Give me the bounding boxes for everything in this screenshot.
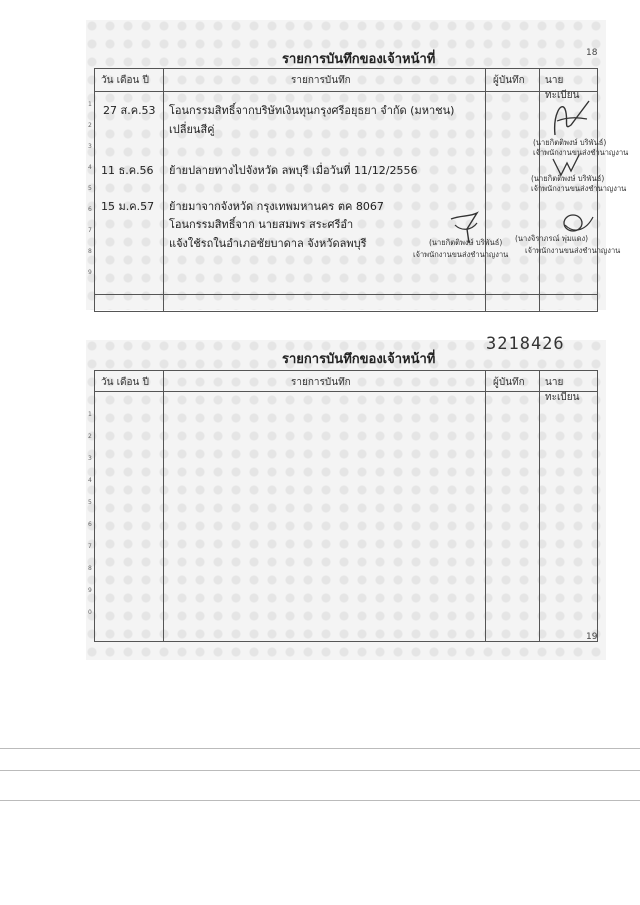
- header-recorder: ผู้บันทึก: [493, 75, 525, 86]
- officer-stamp-title: เจ้าพนักงานขนส่งชำนาญงาน: [531, 184, 627, 193]
- entry-date: 15 ม.ค.57: [101, 200, 155, 213]
- page-number: 19: [586, 632, 598, 642]
- entry-line: แจ้งใช้รถในอำเภอชัยบาดาล จังหวัดลพบุรี: [169, 237, 367, 250]
- margin-number: 4: [88, 164, 92, 171]
- header-registrar: นายทะเบียน: [545, 377, 580, 403]
- registrar-signature: [543, 95, 603, 139]
- margin-number: 5: [88, 499, 92, 506]
- officer-stamp-name: (นายกิตติพงษ์ บริพันธ์): [533, 138, 607, 147]
- margin-number: 8: [88, 248, 92, 255]
- margin-number: 9: [88, 587, 92, 594]
- header-record: รายการบันทึก: [291, 377, 351, 388]
- serial-number: 3218426: [486, 334, 565, 354]
- scan-line: [0, 770, 640, 771]
- registrar-signature: [549, 153, 585, 183]
- record-sheet-page-19: [86, 334, 606, 660]
- header-date: วัน เดือน ปี: [101, 377, 149, 388]
- margin-number: 8: [88, 565, 92, 572]
- margin-number: 6: [88, 206, 92, 213]
- page-number: 18: [586, 48, 598, 58]
- entry-line: โอนกรรมสิทธิ์จาก นายสมพร สระศรีอำ: [169, 218, 354, 231]
- officer-stamp-title: เจ้าพนักงานขนส่งชำนาญงาน: [533, 148, 629, 157]
- entry-line: โอนกรรมสิทธิ์จากบริษัทเงินทุนกรุงศรีอยุธยา จำกัด (มหาชน): [169, 104, 455, 117]
- margin-number: 4: [88, 477, 92, 484]
- officer-stamp-title: เจ้าพนักงานขนส่งชำนาญงาน: [413, 250, 509, 259]
- record-sheet-page-18: [86, 20, 629, 310]
- scan-line: [0, 748, 640, 749]
- entry-date: 11 ธ.ค.56: [101, 164, 154, 177]
- margin-number: 6: [88, 521, 92, 528]
- margin-number: 2: [88, 433, 92, 440]
- scan-line: [0, 800, 640, 801]
- page-title: รายการบันทึกของเจ้าหน้าที่: [282, 52, 436, 67]
- registrar-signature: [557, 207, 597, 237]
- margin-number: 5: [88, 185, 92, 192]
- page-title: รายการบันทึกของเจ้าหน้าที่: [282, 352, 436, 367]
- entry-line: เปลี่ยนสีคู่: [169, 123, 215, 136]
- margin-number: 1: [88, 411, 92, 418]
- entry-line: ย้ายมาจากจังหวัด กรุงเทพมหานคร ตค 8067: [169, 200, 384, 213]
- header-registrar: นายทะเบียน: [545, 75, 580, 101]
- header-recorder: ผู้บันทึก: [493, 377, 525, 388]
- recorder-signature: [447, 209, 487, 245]
- margin-number: 2: [88, 122, 92, 129]
- margin-number: 0: [88, 609, 92, 616]
- record-table: [88, 370, 598, 642]
- header-record: รายการบันทึก: [291, 75, 351, 86]
- entry-date: 27 ส.ค.53: [103, 104, 156, 117]
- entry-line: ย้ายปลายทางไปจังหวัด ลพบุรี เมื่อวันที่ 11/12/2556: [169, 164, 418, 177]
- record-table: [88, 68, 629, 312]
- margin-number: 7: [88, 543, 92, 550]
- officer-stamp-name: (นางจิราภรณ์ พุ่มแดง): [515, 234, 589, 243]
- officer-stamp-title: เจ้าพนักงานขนส่งชำนาญงาน: [525, 246, 621, 255]
- officer-stamp-name: (นายกิตติพงษ์ บริพันธ์): [429, 238, 503, 247]
- margin-number: 1: [88, 101, 92, 108]
- header-date: วัน เดือน ปี: [101, 75, 149, 86]
- officer-stamp-name: (นายกิตติพงษ์ บริพันธ์): [531, 174, 605, 183]
- margin-number: 7: [88, 227, 92, 234]
- margin-number: 3: [88, 143, 92, 150]
- margin-number: 3: [88, 455, 92, 462]
- margin-number: 9: [88, 269, 92, 276]
